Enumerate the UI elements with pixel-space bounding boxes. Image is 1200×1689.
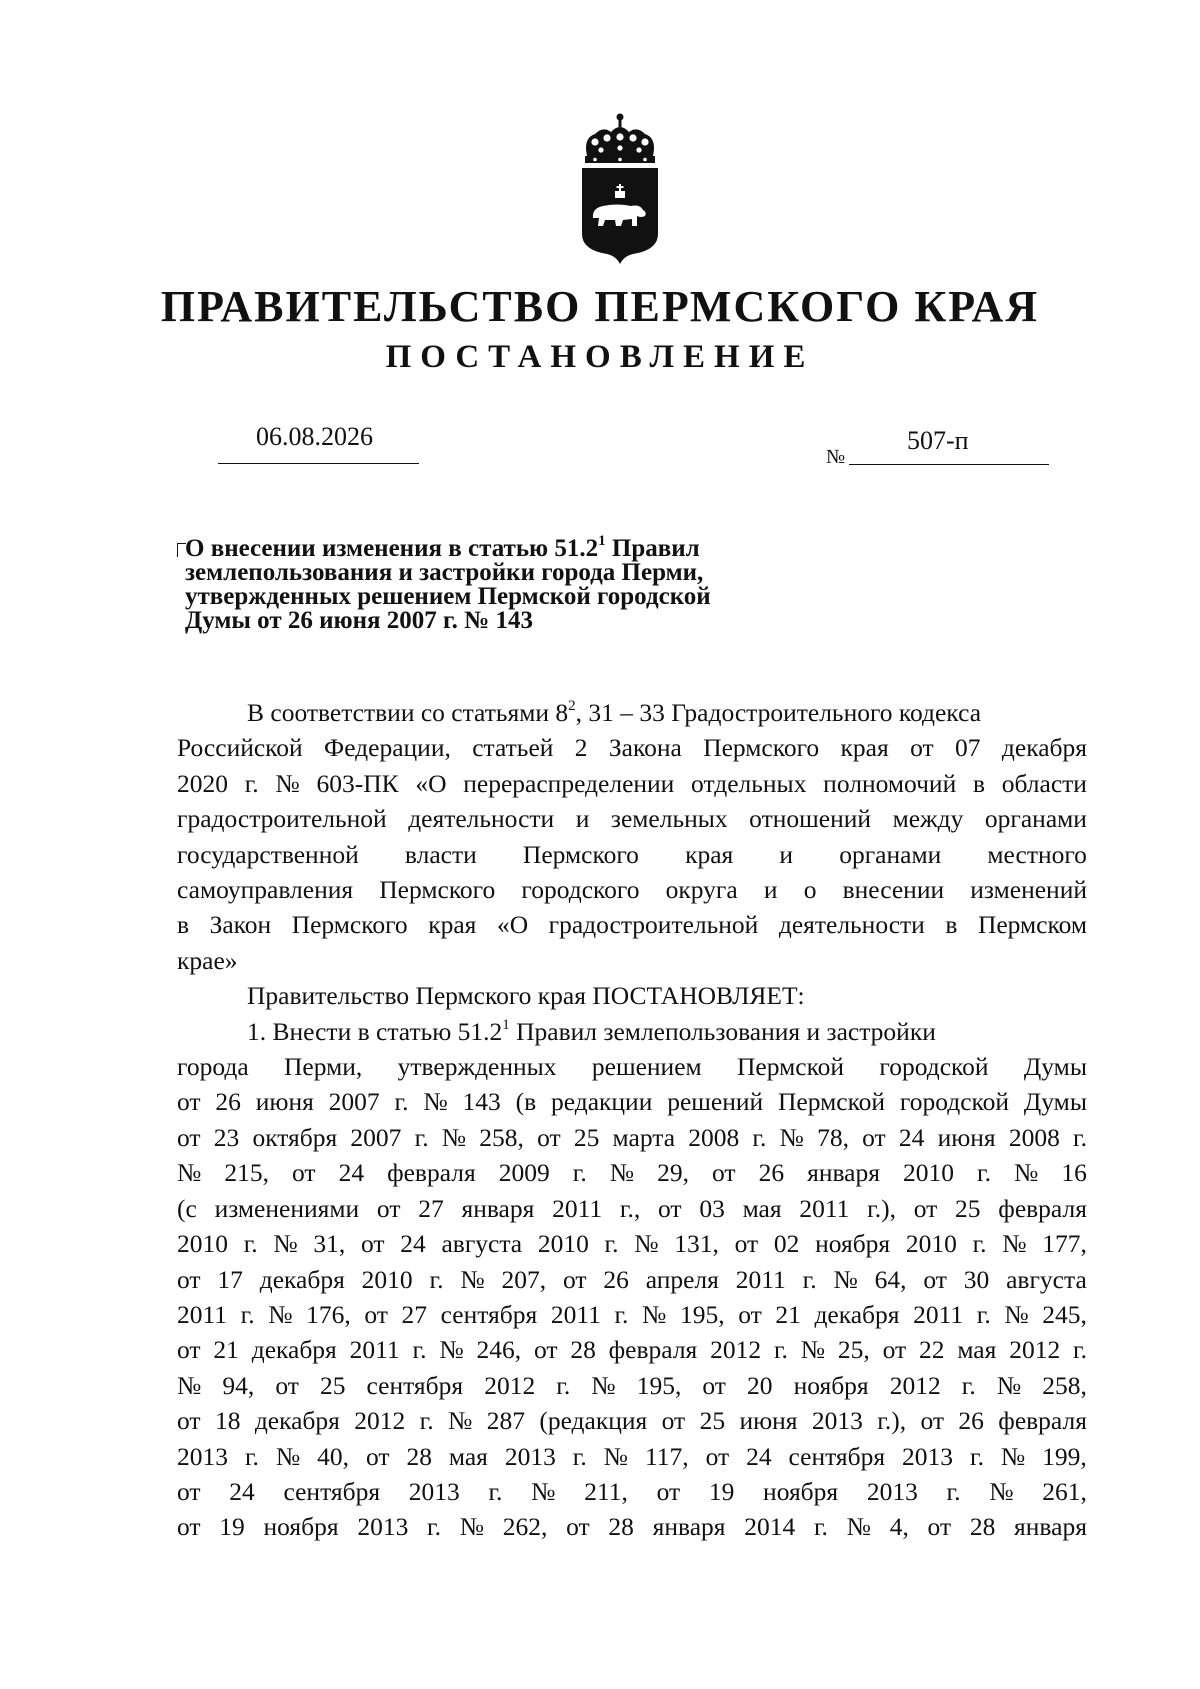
document-date: 06.08.2026 [256,422,373,451]
document-subject [185,533,825,634]
document-number: 507-п [907,426,969,455]
body-line: от 17 декабря 2010 г. № 207, от 26 апреля 2011 г. № 64, от 30 августа [177,1264,1087,1294]
organization-title: ПРАВИТЕЛЬСТВО ПЕРМСКОГО КРАЯ [160,282,1040,331]
body-line: 2020 г. № 603-ПК «О перераспределении отдельных полномочий в области [177,768,1087,798]
date-underline [218,463,419,464]
subject-line: утвержденных решением Пермской городской [185,583,711,610]
body-line: Российской Федерации, статьей 2 Закона Пермского края от 07 декабря [177,733,1087,763]
body-line: градостроительной деятельности и земельных отношений между органами [177,804,1087,834]
document-body [177,695,1087,1545]
body-line: от 18 декабря 2012 г. № 287 (редакция от 25 июня 2013 г.), от 26 февраля [177,1406,1087,1436]
body-line: государственной власти Пермского края и органами местного [177,839,1087,869]
body-line: самоуправления Пермского городского округа и о внесении изменений [177,875,1087,905]
body-line: В соответствии со статьями $8^2$, 31 – 33 Градостроительного кодекса [247,698,982,727]
subject-line: землепользования и застройки города Перми, [185,559,704,586]
subject-line: О внесении изменения в статью 51.2$^1$ Правил [185,533,700,562]
subject-line: Думы от 26 июня 2007 г. № 143 [185,607,533,634]
body-line: от 19 ноября 2013 г. № 262, от 28 января 2014 г. № 4, от 28 января [177,1512,1087,1542]
body-line: 2013 г. № 40, от 28 мая 2013 г. № 117, от 24 сентября 2013 г. № 199, [177,1441,1087,1471]
perm-krai-coat-of-arms-icon [577,112,663,264]
body-line: 2010 г. № 31, от 24 августа 2010 г. № 131, от 02 ноября 2010 г. № 177, [177,1229,1087,1259]
body-line: (с изменениями от 27 января 2011 г., от 03 мая 2011 г.), от 25 февраля [177,1193,1087,1223]
body-line: 2011 г. № 176, от 27 сентября 2011 г. № 195, от 21 декабря 2011 г. № 245, [177,1299,1087,1329]
number-sign: № [826,446,846,468]
body-line: города Перми, утвержденных решением Пермской городской Думы [177,1052,1087,1082]
body-line: от 21 декабря 2011 г. № 246, от 28 февраля 2012 г. № 25, от 22 мая 2012 г. [177,1335,1087,1365]
number-underline [849,464,1049,465]
body-line: в Закон Пермского края «О градостроительной деятельности в Пермском [177,910,1087,940]
body-line: от 26 июня 2007 г. № 143 (в редакции решений Пермской городской Думы [177,1087,1087,1117]
body-line: от 23 октября 2007 г. № 258, от 25 марта 2008 г. № 78, от 24 июня 2008 г. [177,1122,1087,1152]
body-line: 1. Внести в статью 51.2$^1$ Правил землепользования и застройки [247,1016,936,1046]
body-line: № 94, от 25 сентября 2012 г. № 195, от 20 ноября 2012 г. № 258, [177,1370,1087,1400]
body-line: от 24 сентября 2013 г. № 211, от 19 ноября 2013 г. № 261, [177,1476,1087,1506]
document-type: ПОСТАНОВЛЕНИЕ [385,339,815,375]
body-line: крае» [177,945,238,975]
body-line: Правительство Пермского края ПОСТАНОВЛЯЕТ: [247,981,805,1011]
body-line: № 215, от 24 февраля 2009 г. № 29, от 26 января 2010 г. № 16 [177,1158,1087,1188]
